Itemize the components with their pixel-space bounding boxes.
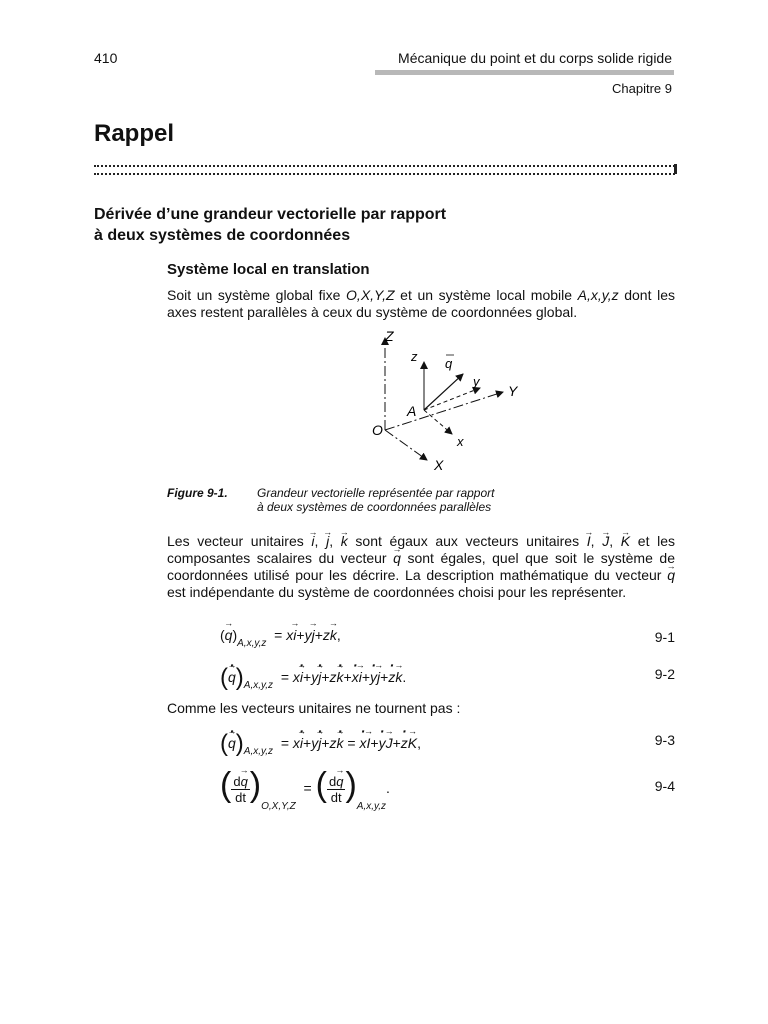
running-header-title: Mécanique du point et du corps solide rigide: [398, 50, 672, 66]
vector-q: [424, 374, 463, 410]
local-system-label: A,x,y,z: [577, 287, 619, 303]
label-z: z: [411, 349, 418, 364]
intro-text-3: dont les axes restent parallèles à ceux du système de coordonnées global.: [167, 287, 675, 320]
figure-caption-line-2: à deux systèmes de coordonnées parallèles: [257, 500, 492, 514]
equation-number-9-1: 9-1: [654, 629, 675, 645]
section-title: Rappel: [94, 120, 175, 147]
equation-9-2: (→ $q \cdot)_{A,x,y,z} = x\to i \cdot+y\to j \cdot+z\to k \cdot+x \cdot\to i+y \cdot\to j+z \cdot\to k$.: [220, 664, 406, 694]
axis-x: [424, 410, 452, 434]
para2-text-3: et les composantes scalaires du vecteur: [167, 533, 676, 566]
equation-number-9-3: 9-3: [654, 732, 675, 748]
intro-text-1: Soit un système global fixe: [167, 287, 347, 303]
dotted-rule: [94, 165, 675, 175]
figure-caption: [257, 486, 557, 514]
heading-line-1: Dérivée d’une grandeur vectorielle par rapport: [94, 206, 447, 223]
intro-text-2: et un système local mobile: [394, 287, 578, 303]
equation-number-9-4: 9-4: [654, 778, 675, 794]
label-y: y: [473, 374, 480, 389]
global-system-label: O,X,Y,Z: [346, 287, 395, 303]
rotation-paragraph: Comme les vecteurs unitaires ne tournent pas :: [167, 700, 461, 716]
heading-line-2: à deux systèmes de coordonnées: [94, 227, 351, 244]
label-A: A: [407, 403, 417, 419]
header-rule: [375, 70, 674, 75]
chapter-label: Chapitre 9: [612, 81, 672, 96]
unit-vectors-paragraph: Les vecteur unitaires → i, → j, → k sont égaux aux vecteurs unitaires → I, → J, → K et les composantes scalaires du vecteur → q sont égales, quel que soit le système de coordonnées utilisé pour les décrire. La description mathématique du vecteur → q est indépendante du système de coordonnées choisi pour les représenter.: [167, 533, 675, 601]
coordinate-systems-figure: [370, 330, 530, 475]
equation-number-9-2: 9-2: [654, 666, 675, 682]
equation-9-4: ( $\frac{d\to q}{dt}$ )$_{O,X,Y,Z}$ = ( $\frac{d\to q}{dt}$ )$_{A,x,y,z}$.: [220, 766, 390, 812]
axis-X: [385, 430, 427, 460]
label-q: q: [445, 356, 453, 371]
intro-paragraph: [167, 287, 675, 321]
para2-text-4: sont égales, quel que soit le système de coordonnées utilisé pour les décrire. La description mathématique du vecteur: [167, 550, 675, 583]
label-O: O: [372, 422, 383, 438]
para2-text-5: est indépendante du système de coordonnées choisi pour les représenter.: [167, 584, 627, 600]
label-x: x: [457, 434, 464, 449]
equation-9-1: (→ $q)_{A,x,y,z} = x\to i+y\to j+z\to k$,: [220, 627, 341, 657]
label-X: X: [434, 457, 444, 473]
label-Y: Y: [508, 383, 518, 399]
subsection-heading: Système local en translation: [167, 261, 370, 278]
label-Z: Z: [385, 330, 394, 344]
figure-caption-line-1: Grandeur vectorielle représentée par rapport: [257, 486, 495, 500]
axis-y: [424, 388, 480, 410]
para2-text-2: sont égaux aux vecteurs unitaires: [347, 533, 587, 549]
figure-caption-label: Figure 9-1.: [167, 486, 228, 500]
section-heading: [94, 204, 446, 246]
para2-text-1: Les vecteur unitaires: [167, 533, 312, 549]
page-number: 410: [94, 50, 118, 66]
axis-Y: [385, 392, 503, 430]
equation-9-3: (→ $q \cdot)_{A,x,y,z} = x\to i \cdot+y\to j \cdot+z\to k$ · = x ·→ I+y ·→ J+z ·→ K,: [220, 730, 421, 760]
